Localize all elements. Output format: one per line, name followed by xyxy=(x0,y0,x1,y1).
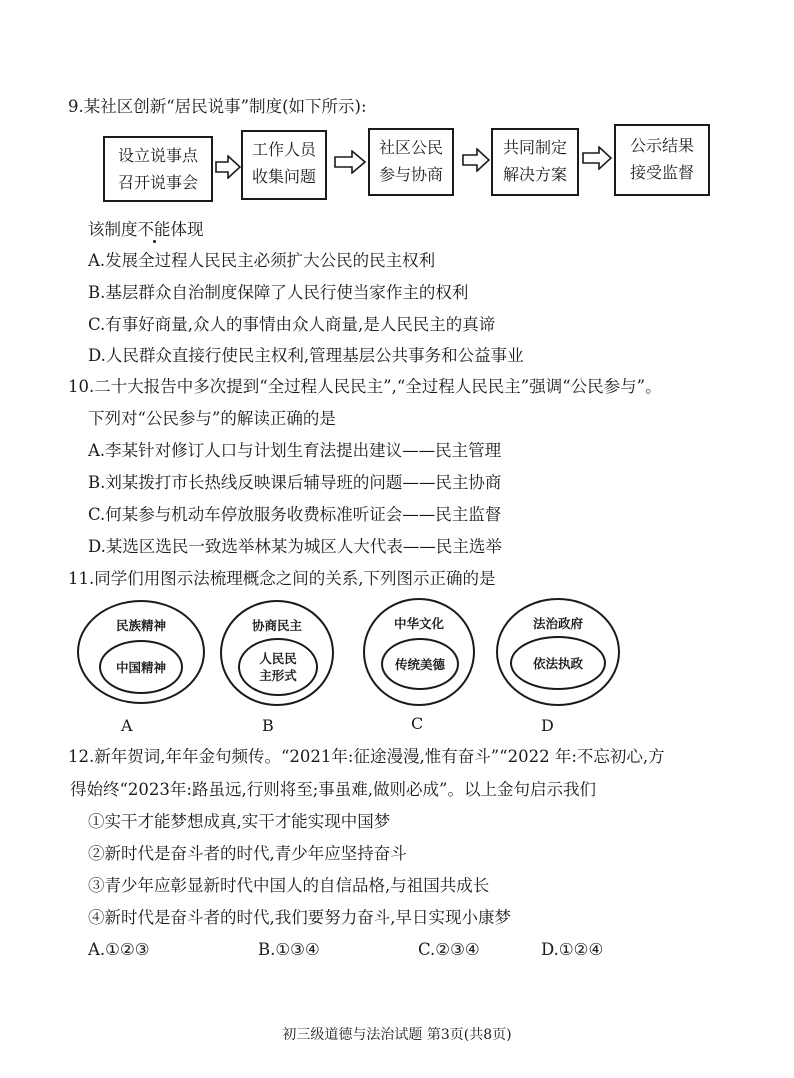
flow-arrow-1 xyxy=(215,155,241,179)
q9-prompt-negation: 不能 xyxy=(137,220,171,239)
q12-item-4: ④新时代是奋斗者的时代,我们要努力奋斗,早日实现小康梦 xyxy=(88,908,511,927)
venn-b-inner xyxy=(238,638,318,696)
flow-box-2-line2: 收集问题 xyxy=(251,167,316,186)
venn-b-outer xyxy=(220,600,334,706)
flow-box-3 xyxy=(368,128,454,196)
venn-d-outer xyxy=(496,598,620,706)
q9-prompt-post: 体现 xyxy=(170,220,204,239)
q9-option-d: D.人民群众直接行使民主权利,管理基层公共事务和公益事业 xyxy=(88,346,524,365)
q12-item-2: ②新时代是奋斗者的时代,青少年应坚持奋斗 xyxy=(88,844,407,863)
q10-option-c: C.何某参与机动车停放服务收费标准听证会——民主监督 xyxy=(88,505,502,524)
q12-option-b: B.①③④ xyxy=(258,940,320,959)
flow-box-2 xyxy=(241,130,327,200)
q12-option-d: D.①②④ xyxy=(541,940,604,959)
venn-b-outer-label: 协商民主 xyxy=(251,618,302,633)
venn-d-inner-label: 依法执政 xyxy=(532,655,583,671)
flow-box-3-line2: 参与协商 xyxy=(378,165,443,184)
q11-stem: 11.同学们用图示法梳理概念之间的关系,下列图示正确的是 xyxy=(68,569,496,588)
flow-box-4 xyxy=(491,128,579,196)
flow-box-4-line1: 共同制定 xyxy=(502,138,567,157)
venn-c-inner xyxy=(381,638,459,690)
q12-stem-line2: 得始终“2023年:路虽远,行则将至;事虽难,做则必成”。以上金句启示我们 xyxy=(70,780,596,799)
flow-box-5-line2: 接受监督 xyxy=(629,163,694,182)
venn-c-letter: C xyxy=(411,714,424,733)
flow-arrow-2 xyxy=(334,150,366,174)
flow-box-4-line2: 解决方案 xyxy=(502,165,567,184)
q12-item-3: ③青少年应彰显新时代中国人的自信品格,与祖国共成长 xyxy=(88,876,490,895)
flow-box-3-line1: 社区公民 xyxy=(378,138,443,157)
venn-d-letter: D xyxy=(541,716,554,735)
q10-option-a: A.李某针对修订人口与计划生育法提出建议——民主管理 xyxy=(88,441,502,460)
venn-a-inner xyxy=(99,640,183,694)
q12-stem-line1: 12.新年贺词,年年金句频传。“2021年:征途漫漫,惟有奋斗”“2022 年:不忘初心,方 xyxy=(68,747,665,766)
q12-option-a: A.①②③ xyxy=(88,940,150,959)
venn-a-outer xyxy=(77,600,205,704)
flow-box-5-line1: 公示结果 xyxy=(629,136,694,155)
q12-option-c: C.②③④ xyxy=(418,940,480,959)
q10-option-d: D.某选区选民一致选举林某为城区人大代表——民主选举 xyxy=(88,537,502,556)
flow-box-1 xyxy=(103,136,213,202)
flow-box-5 xyxy=(614,124,710,196)
q9-option-c: C.有事好商量,众人的事情由众人商量,是人民民主的真谛 xyxy=(88,315,496,334)
venn-c-outer xyxy=(363,598,475,706)
flow-arrow-3 xyxy=(462,148,490,172)
flow-box-2-line1: 工作人员 xyxy=(251,140,316,159)
q9-option-b: B.基层群众自治制度保障了人民行使当家作主的权利 xyxy=(88,283,469,302)
q10-stem-line2: 下列对“公民参与”的解读正确的是 xyxy=(88,409,336,428)
venn-a-outer-label: 民族精神 xyxy=(115,618,166,633)
venn-a-letter: A xyxy=(121,716,133,735)
q9-stem: 9.某社区创新“居民说事”制度(如下所示): xyxy=(68,97,367,116)
page-footer: 初三级道德与法治试题 第3页(共8页) xyxy=(282,1027,512,1043)
flow-arrow-4 xyxy=(582,146,612,170)
flow-box-1-line1: 设立说事点 xyxy=(117,146,198,165)
venn-c-outer-label: 中华文化 xyxy=(393,616,444,631)
venn-b-letter: B xyxy=(262,716,274,735)
venn-c-inner-label: 传统美德 xyxy=(394,656,445,672)
q9-prompt-pre: 该制度 xyxy=(88,220,138,239)
q10-stem-line1: 10.二十大报告中多次提到“全过程人民民主”,“全过程人民民主”强调“公民参与”。 xyxy=(68,377,662,396)
venn-b-inner-line1: 人民民 xyxy=(259,651,297,666)
q9-option-a: A.发展全过程人民民主必须扩大公民的民主权利 xyxy=(88,251,436,270)
q9-prompt xyxy=(88,219,204,241)
venn-b-inner-line2: 主形式 xyxy=(259,668,297,683)
flow-box-1-line2: 召开说事会 xyxy=(117,173,198,192)
venn-d-inner xyxy=(510,636,606,690)
q10-option-b: B.刘某拨打市长热线反映课后辅导班的问题——民主协商 xyxy=(88,473,502,492)
venn-a-inner-label: 中国精神 xyxy=(115,659,166,675)
q12-item-1: ①实干才能梦想成真,实干才能实现中国梦 xyxy=(88,812,391,831)
venn-d-outer-label: 法治政府 xyxy=(532,616,583,631)
